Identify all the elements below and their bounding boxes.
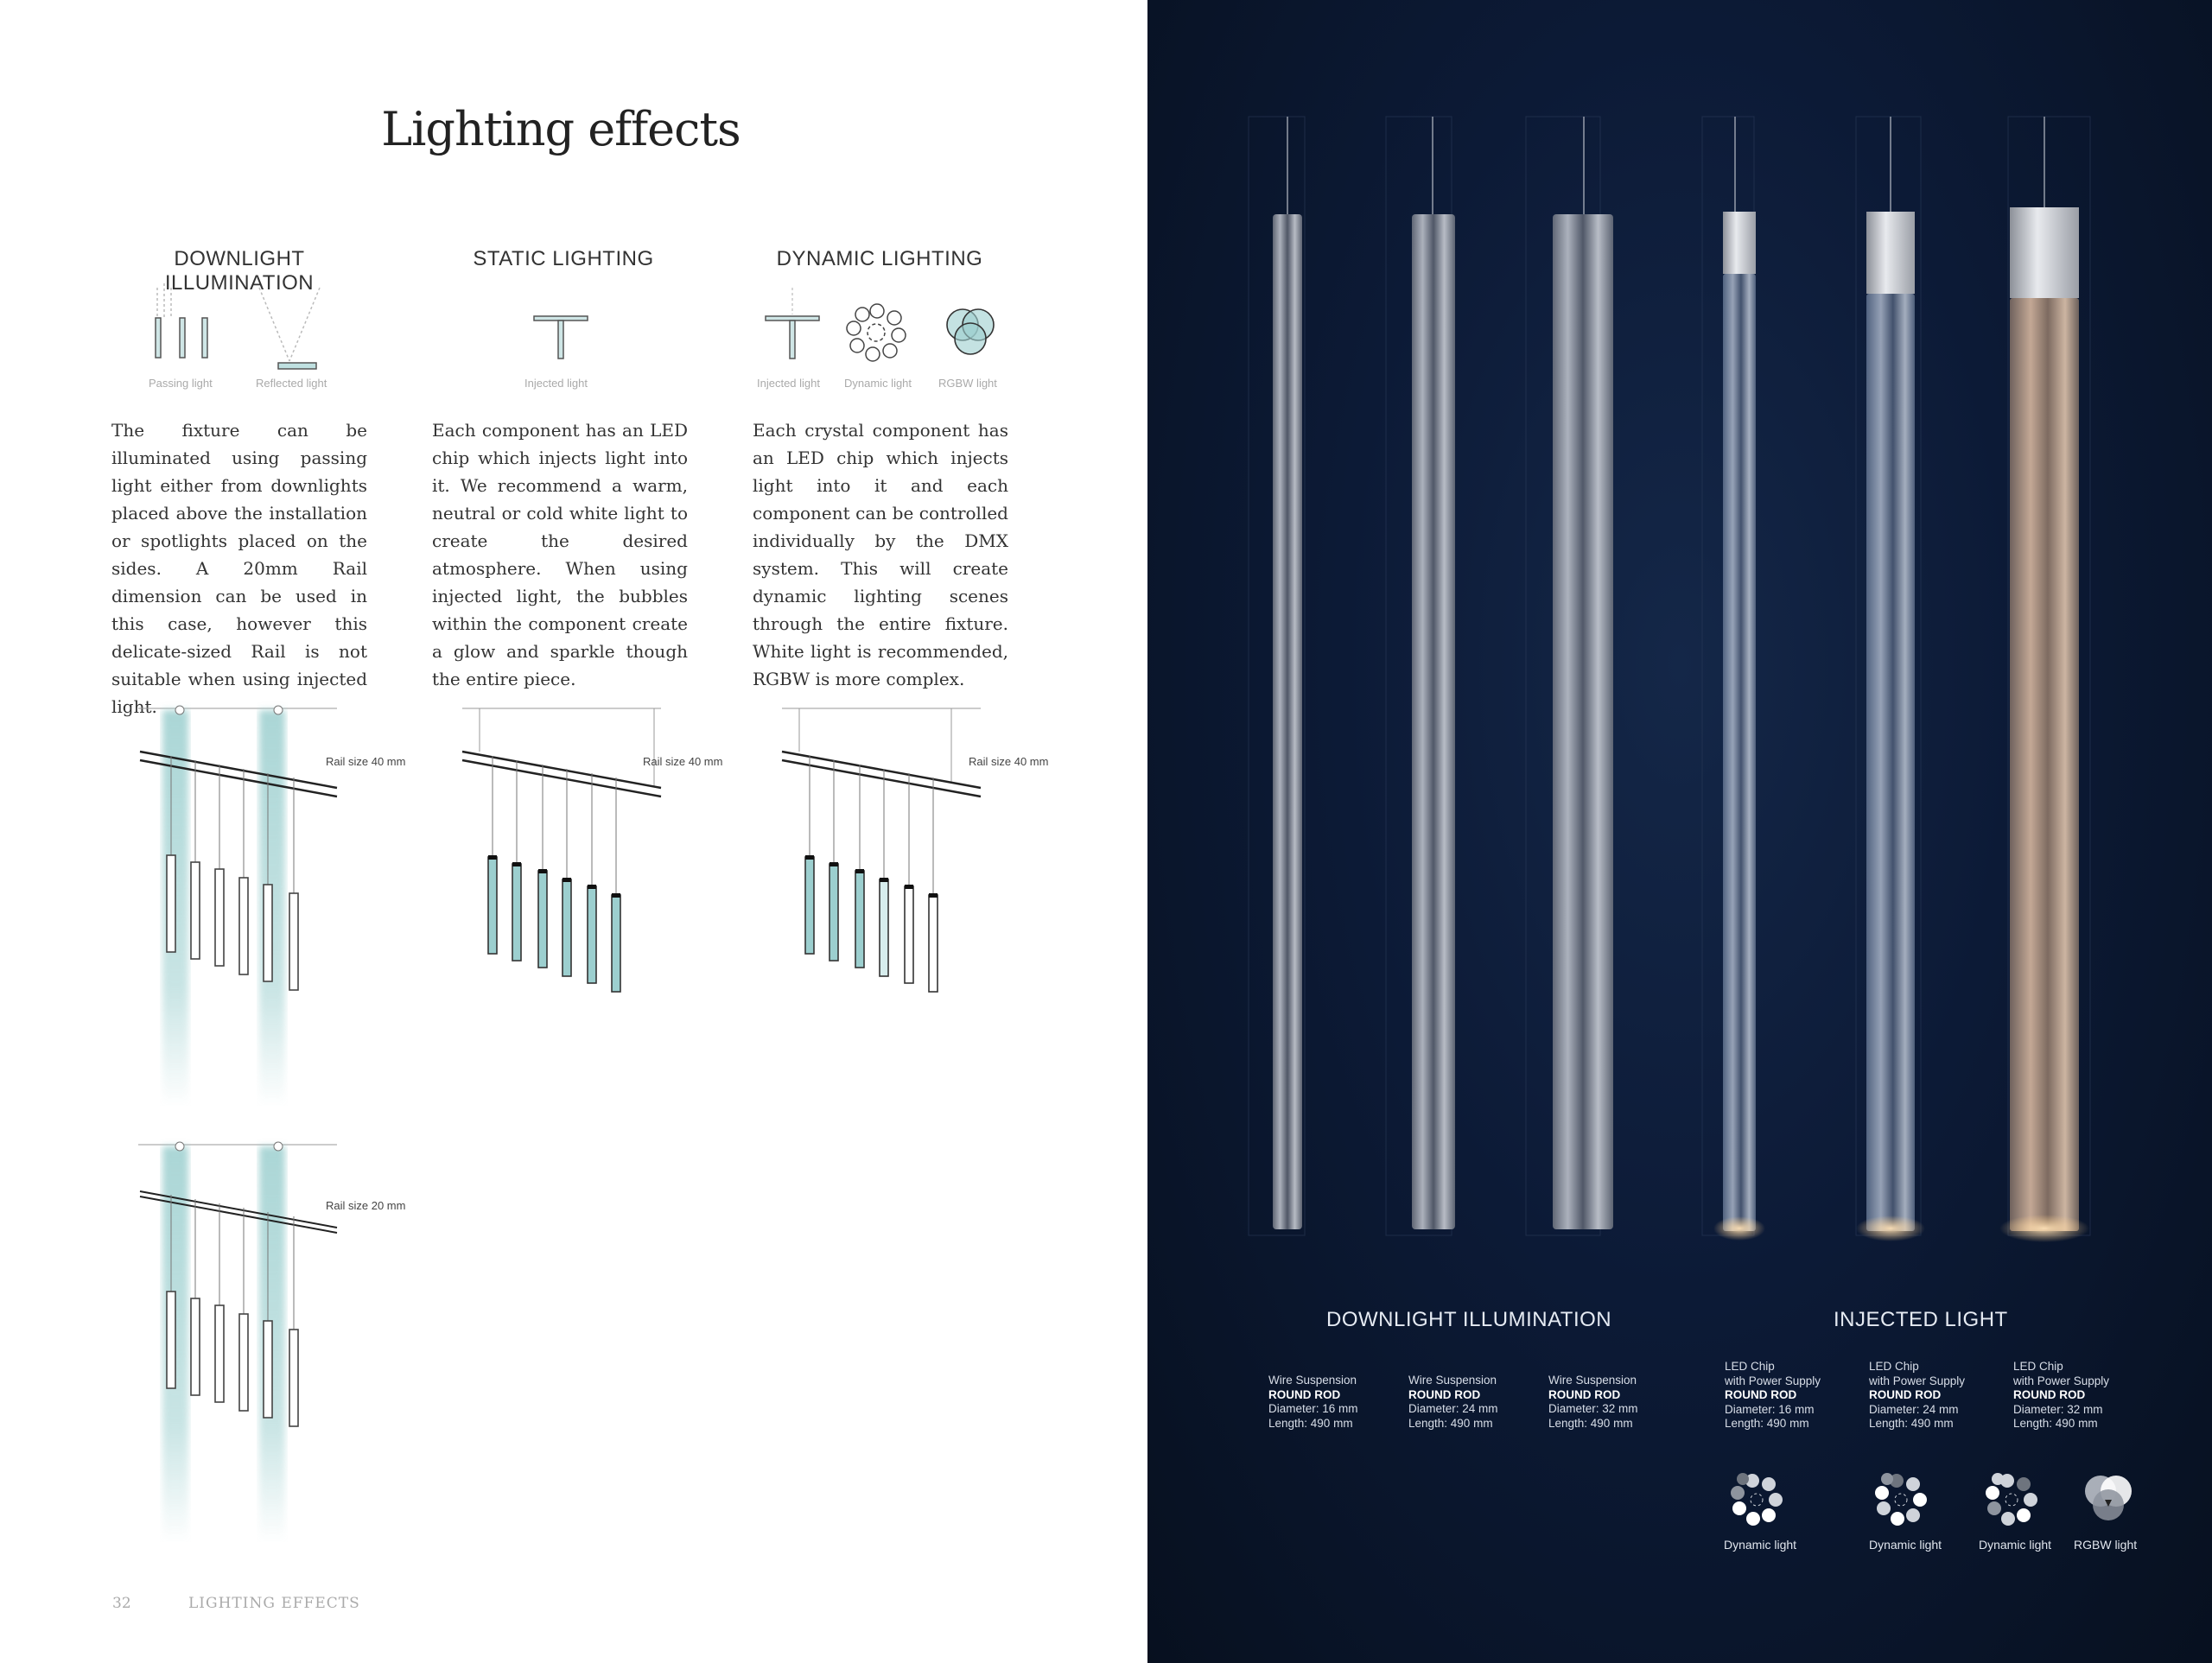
caption-injected-light-2: Injected light [757, 377, 820, 390]
spec-model: ROUND ROD [2013, 1388, 2086, 1401]
spec-diameter: Diameter: 16 mm [1725, 1402, 1815, 1416]
paragraph-downlight: The fixture can be illuminated using passing light either from downlights placed above the installation or spotlights placed on the sides. A 20mm Rail dimension can be used in this case, however this delicate-sized Rail is not suitable when using injected light. [111, 420, 367, 717]
caption-rgbw-light: RGBW light [938, 377, 997, 390]
spec-injected-24 [1869, 1360, 1965, 1431]
dynamic-light-icon [1986, 1469, 2055, 1538]
spec-type: Wire Suspension [1548, 1374, 1637, 1387]
injected-light-icon [527, 283, 596, 378]
spec-length: Length: 490 mm [1725, 1417, 1809, 1430]
page-title: Lighting effects [381, 102, 741, 156]
spec-model: ROUND ROD [1268, 1387, 1341, 1401]
dynamic-light-icon [1731, 1469, 1800, 1538]
right-heading-injected: INJECTED LIGHT [1834, 1308, 2008, 1331]
spec-length: Length: 490 mm [1548, 1416, 1633, 1430]
caption-dynamic-light: Dynamic light [844, 377, 912, 390]
spec-diameter: Diameter: 24 mm [1869, 1402, 1959, 1416]
spec-length: Length: 490 mm [1268, 1416, 1353, 1430]
spec-chip: LED Chip [1869, 1360, 1919, 1373]
spec-length: Length: 490 mm [1869, 1417, 1954, 1430]
rail-size-label-3: Rail size 40 mm [969, 755, 1049, 768]
spec-chip: LED Chip [2013, 1360, 2063, 1373]
spec-power: with Power Supply [2013, 1374, 2110, 1387]
section-heading-static: STATIC LIGHTING [473, 247, 654, 270]
spec-diameter: Diameter: 16 mm [1268, 1402, 1358, 1415]
spec-model: ROUND ROD [1548, 1387, 1621, 1401]
section-heading-dynamic: DYNAMIC LIGHTING [776, 247, 983, 270]
rgbw-light-icon [2076, 1469, 2145, 1538]
dynamic-lighting-icons [759, 283, 1018, 378]
spec-length: Length: 490 mm [2013, 1417, 2098, 1430]
spec-chip: LED Chip [1725, 1360, 1775, 1373]
paragraph-static: Each component has an LED chip which injects light into it. We recommend a warm, neutral or cold white light to create the desired atmosphere. When using injected light, the bubbles within the component create a glow and sparkle though the entire piece. [432, 420, 688, 689]
caption-passing-light: Passing light [149, 377, 213, 390]
dynamic-light-icon [1875, 1469, 1944, 1538]
spec-diameter: Diameter: 32 mm [2013, 1402, 2103, 1416]
section-heading-downlight: DOWNLIGHT ILLUMINATION [164, 247, 315, 295]
footer-section-label: LIGHTING EFFECTS [188, 1595, 360, 1612]
spec-type: Wire Suspension [1268, 1374, 1357, 1387]
spec-downlight-16 [1268, 1374, 1358, 1431]
rail-size-label-2: Rail size 40 mm [643, 755, 723, 768]
spec-length: Length: 490 mm [1408, 1416, 1493, 1430]
spec-diameter: Diameter: 32 mm [1548, 1402, 1638, 1415]
spec-downlight-24 [1408, 1374, 1498, 1431]
spec-diameter: Diameter: 24 mm [1408, 1402, 1498, 1415]
caption-dynamic-light-3: Dynamic light [1979, 1538, 2052, 1552]
diagram-dynamic-rail-40 [773, 700, 998, 1011]
passing-light-icon [138, 283, 346, 378]
diagram-downlight-rail-40 [130, 700, 354, 1106]
diagram-downlight-rail-20 [130, 1136, 354, 1542]
rail-size-label-1: Rail size 40 mm [326, 755, 406, 768]
spec-type: Wire Suspension [1408, 1374, 1497, 1387]
spec-power: with Power Supply [1725, 1374, 1821, 1387]
paragraph-dynamic: Each crystal component has an LED chip which injects light into it and each component can be controlled individually by the DMX system. This will create dynamic lighting scenes through the entire fixture. White light is recommended, RGBW is more complex. [753, 420, 1008, 689]
spec-model: ROUND ROD [1869, 1388, 1942, 1401]
crystal-rods-photo [1147, 0, 2212, 1279]
diagram-static-rail-40 [454, 700, 678, 1011]
right-page [1147, 0, 2212, 1663]
caption-rgbw-light-right: RGBW light [2074, 1538, 2138, 1552]
spec-power: with Power Supply [1869, 1374, 1966, 1387]
spec-injected-16 [1725, 1360, 1821, 1431]
caption-dynamic-light-2: Dynamic light [1869, 1538, 1942, 1552]
spec-downlight-32 [1548, 1374, 1638, 1431]
spec-model: ROUND ROD [1725, 1388, 1797, 1401]
spec-model: ROUND ROD [1408, 1387, 1481, 1401]
rail-size-label-4: Rail size 20 mm [326, 1199, 406, 1212]
caption-injected-light: Injected light [524, 377, 588, 390]
right-heading-downlight: DOWNLIGHT ILLUMINATION [1326, 1308, 1612, 1331]
caption-reflected-light: Reflected light [256, 377, 327, 390]
spec-injected-32 [2013, 1360, 2109, 1431]
page-number: 32 [112, 1595, 131, 1612]
caption-dynamic-light-1: Dynamic light [1724, 1538, 1797, 1552]
